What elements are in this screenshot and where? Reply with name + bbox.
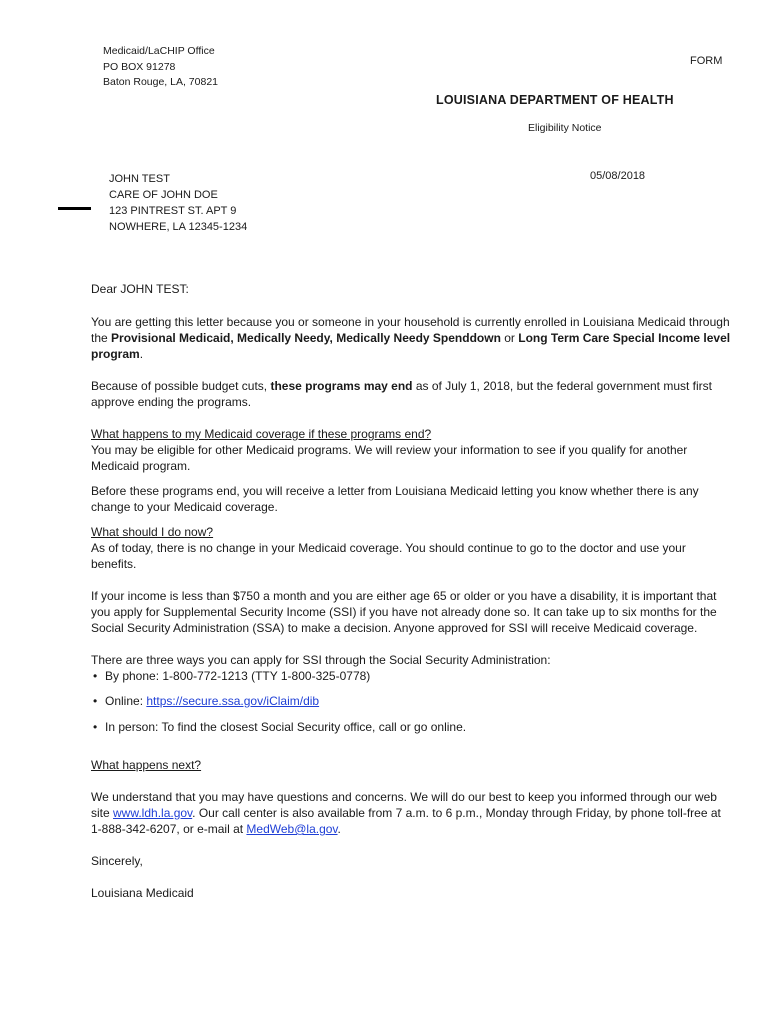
signature: Louisiana Medicaid [91, 886, 194, 900]
recipient-line: JOHN TEST [109, 173, 170, 185]
form-label: FORM [690, 55, 723, 67]
list-item [91, 668, 731, 684]
text-run: . Our call center is also available from 7 a.m. to 6 p.m., Monday through Friday, by phone toll-free at 1-888-342-6207, or e-mail at [91, 806, 721, 836]
apply-by-phone: By phone: 1-800-772-1213 (TTY 1-800-325-0778) [105, 669, 371, 683]
section-heading: What happens next? [91, 758, 202, 772]
text-run: Because of possible budget cuts, [91, 379, 271, 393]
letter-date: 05/08/2018 [590, 170, 646, 182]
return-address-line: PO BOX 91278 [103, 60, 176, 73]
letter-body [91, 281, 731, 901]
closing: Sincerely, [91, 854, 143, 868]
text-run: as of July 1, 2018, but the federal government must first approve ending the programs. [91, 379, 713, 409]
paragraph-budget-cuts [91, 378, 731, 410]
paragraph-notice-letter: Before these programs end, you will receive a letter from Louisiana Medicaid letting you know whether there is any change to your Medicaid coverage. [91, 484, 699, 514]
text-run: or [500, 331, 519, 345]
text-run: Online: [105, 694, 147, 708]
ssa-online-link[interactable]: https://secure.ssa.gov/iClaim/dib [146, 694, 320, 708]
paragraph-no-change: As of today, there is no change in your Medicaid coverage. You should continue to go to the doctor and use your benefits. [91, 541, 686, 571]
recipient-address [109, 171, 247, 235]
recipient-line: 123 PINTREST ST. APT 9 [109, 205, 237, 217]
list-item [91, 719, 731, 735]
recipient-line: CARE OF JOHN DOE [109, 189, 218, 201]
text-run: . [337, 822, 341, 836]
bullet-icon: • [93, 694, 98, 708]
notice-type: Eligibility Notice [528, 122, 602, 134]
programs-may-end: these programs may end [270, 379, 413, 393]
medweb-email-link[interactable]: MedWeb@la.gov [246, 822, 338, 836]
bullet-icon: • [93, 720, 98, 734]
salutation: Dear JOHN TEST: [91, 282, 189, 296]
program-name-ltc: Long Term Care Special Income level program [91, 331, 731, 361]
paragraph-eligibility: You may be eligible for other Medicaid programs. We will review your information to see if you qualify for another Medicaid program. [91, 443, 688, 473]
paragraph-enrollment [91, 314, 731, 362]
bullet-icon: • [93, 669, 98, 683]
paragraph-ways-to-apply: There are three ways you can apply for SSI through the Social Security Administration: [91, 653, 551, 667]
text-run: . [139, 347, 144, 361]
return-address [103, 44, 218, 91]
list-item [91, 693, 731, 709]
recipient-line: NOWHERE, LA 12345-1234 [109, 221, 248, 233]
return-address-line: Medicaid/LaCHIP Office [103, 45, 215, 57]
paragraph-ssi: If your income is less than $750 a month and you are either age 65 or older or you have a disability, it is important that you apply for Supplemental Security Income (SSI) if you have not already done so. It can take up to six months for the Social Security Administration (SSA) to make a decision. Anyone approved for SSI will receive Medicaid coverage. [91, 589, 717, 635]
section-heading: What should I do now? [91, 525, 214, 539]
section-heading: What happens to my Medicaid coverage if these programs end? [91, 427, 432, 441]
text-run: We understand that you may have questions and concerns. We will do our best to keep you informed through our web site [91, 790, 717, 820]
return-address-line: Baton Rouge, LA, 70821 [103, 76, 219, 88]
ldh-website-link[interactable]: www.ldh.la.gov [113, 806, 193, 820]
paragraph-contact [91, 789, 731, 837]
program-names: Provisional Medicaid, Medically Needy, Medically Needy Spenddown [111, 331, 501, 345]
apply-in-person: In person: To find the closest Social Security office, call or go online. [105, 720, 467, 734]
department-heading: LOUISIANA DEPARTMENT OF HEALTH [436, 93, 674, 107]
text-run: You are getting this letter because you or someone in your household is currently enrolled in Louisiana Medicaid through the [91, 315, 730, 345]
fold-mark [58, 207, 91, 210]
apply-options-list [91, 668, 731, 735]
